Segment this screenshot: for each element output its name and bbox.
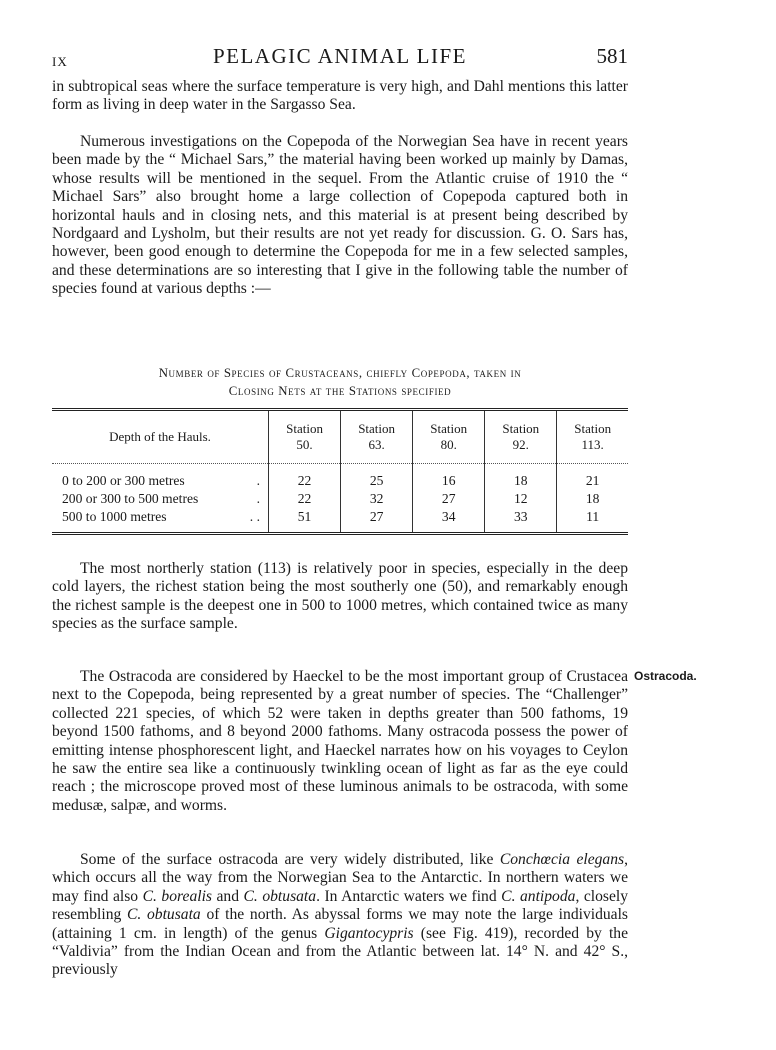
paragraph-ostracoda: The Ostracoda are considered by Haeckel to be the most important group of Crustacea next to the Copepoda, being represented by a great number of species. The “Challenger” collected 221 species, of which 52 were taken in depths greater than 500 fathoms, 19 beyond 1500 fathoms, and 8 beyond 2000 fathoms. Many ostracoda possess the power of emitting intense phosphorescent light, and Haeckel narrates how on his voyages to Ceylon he saw the entire sea like a continuously twinkling ocean of light as far as the eye could reach ; the microscope proved most of these luminous animals to be ostracoda, with some medusæ, salpæ, and worms.: [52, 668, 628, 814]
station-header: Station 92.: [485, 410, 557, 464]
running-title: PELAGIC ANIMAL LIFE: [212, 44, 468, 68]
table-row: [52, 490, 628, 508]
table-caption: [52, 364, 628, 400]
value-cell: 51: [269, 508, 341, 534]
depth-cell: 200 or 300 to 500 metres .: [62, 491, 260, 506]
value-cell: 18: [557, 490, 628, 508]
value-cell: 21: [557, 464, 628, 491]
chapter-number: IX: [52, 54, 68, 69]
paragraph-station-analysis: The most northerly station (113) is relatively poor in species, especially in the deep cold layers, the richest station being the most southerly one (50), and remarkably enough the richest sample is the deepest one in 500 to 1000 metres, which contained twice as many species as the surface sample.: [52, 560, 628, 633]
depth-cell: 0 to 200 or 300 metres .: [62, 473, 260, 488]
value-cell: 22: [269, 464, 341, 491]
value-cell: 25: [341, 464, 413, 491]
species-name: C. borealis: [142, 887, 212, 905]
species-table: [52, 408, 628, 535]
value-cell: 27: [341, 508, 413, 534]
margin-note-ostracoda: Ostracoda.: [634, 669, 697, 683]
paragraph-continued: in subtropical seas where the surface temperature is very high, and Dahl mentions this latter form as living in deep water in the Sargasso Sea.: [52, 78, 628, 114]
page-number: 581: [596, 44, 628, 68]
value-cell: 27: [413, 490, 485, 508]
value-cell: 11: [557, 508, 628, 534]
value-cell: 33: [485, 508, 557, 534]
station-header: Station 63.: [341, 410, 413, 464]
table-caption-line-2: Closing Nets at the Stations specified: [228, 384, 452, 398]
species-name: C. obtusata: [243, 887, 317, 905]
value-cell: 18: [485, 464, 557, 491]
depth-column-header: Depth of the Hauls.: [109, 429, 211, 444]
running-header: [52, 44, 628, 72]
depth-cell: 500 to 1000 metres . .: [62, 509, 260, 524]
value-cell: 34: [413, 508, 485, 534]
paragraph-copepoda: Numerous investigations on the Copepoda of the Norwegian Sea have in recent years been made by the “ Michael Sars,” the material having been worked up mainly by Damas, whose results will be mentioned in the sequel. From the Atlantic cruise of 1910 the “ Michael Sars” also brought home a large collection of Copepoda captured both in horizontal hauls and in closing nets, and this material is at present being described by Nordgaard and Lysholm, but their results are not yet ready for discussion. G. O. Sars has, however, been good enough to determine the Copepoda for me in a few selected samples, and these determinations are so interesting that I give in the following table the number of species found at various depths :—: [52, 133, 628, 298]
value-cell: 12: [485, 490, 557, 508]
value-cell: 22: [269, 490, 341, 508]
station-header: Station 80.: [413, 410, 485, 464]
table-caption-line-1: Number of Species of Crustaceans, chiefly Copepoda, taken in: [158, 366, 522, 380]
station-header: Station 50.: [269, 410, 341, 464]
species-name: C. antipoda: [501, 887, 576, 905]
value-cell: 16: [413, 464, 485, 491]
station-header: Station 113.: [557, 410, 628, 464]
paragraph-surface-ostracoda: Some of the surface ostracoda are very widely distributed, like Conchœcia elegans, which occurs all the way from the Norwegian Sea to the Antarctic. In northern waters we may find also C. borealis and C. obtusata. In Antarctic waters we find C. antipoda, closely resembling C. obtusata of the north. As abyssal forms we may note the large individuals (attaining 1 cm. in length) of the genus Gigantocypris (see Fig. 419), recorded by the “Valdivia” from the Indian Ocean and from the Atlantic between lat. 14° N. and 42° S., previously: [52, 851, 629, 979]
table-row: [52, 508, 628, 534]
table-header-row: [52, 410, 628, 464]
table-row: [52, 464, 628, 491]
species-name: C. obtusata: [127, 906, 201, 924]
species-name: Conchœcia elegans: [499, 851, 625, 868]
value-cell: 32: [341, 490, 413, 508]
genus-name: Gigantocypris: [324, 924, 414, 942]
